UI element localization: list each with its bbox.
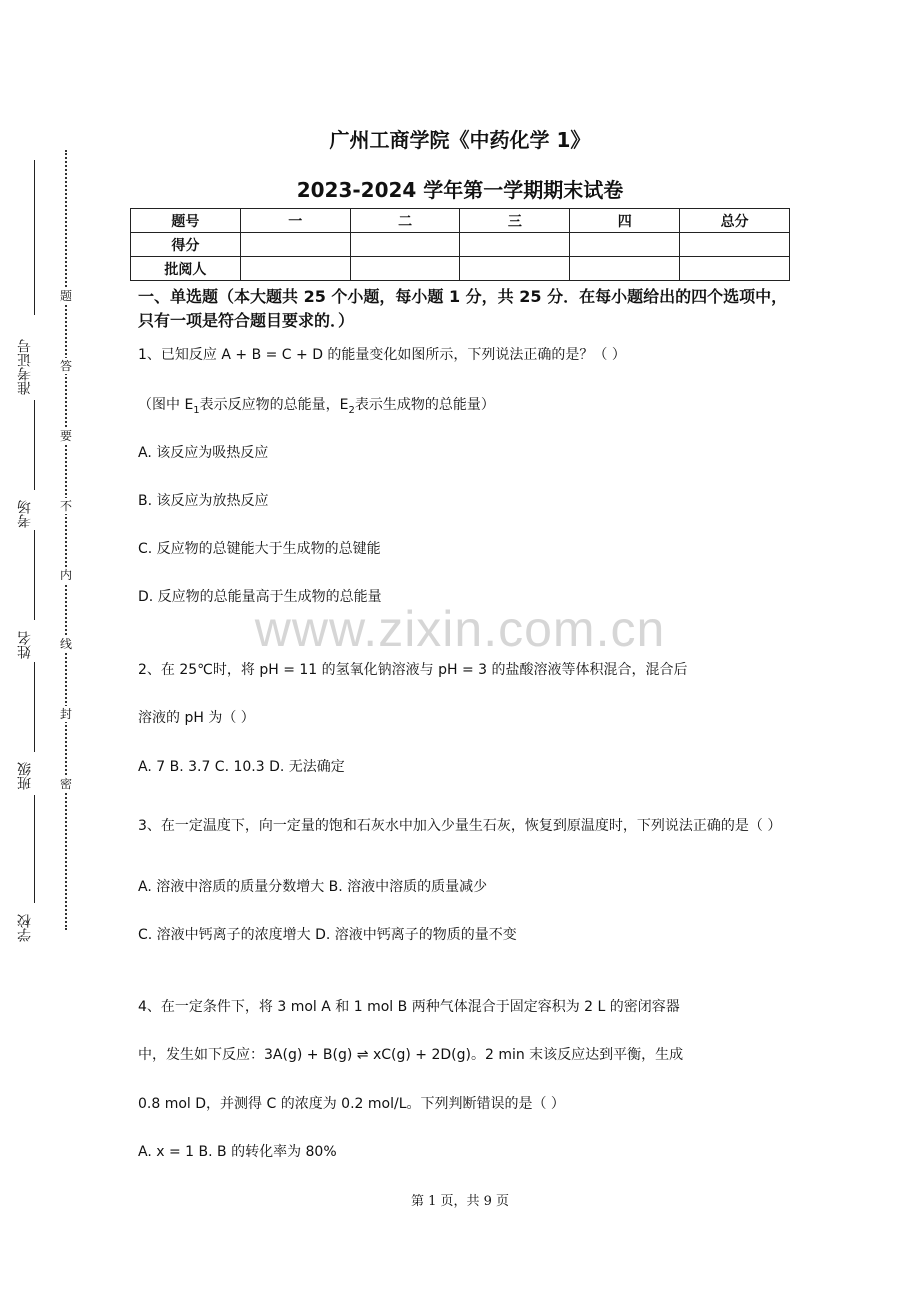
table-cell: 一	[240, 209, 350, 233]
question-1-stem: 1、已知反应 A + B = C + D 的能量变化如图所示，下列说法正确的是？（ ）	[138, 347, 626, 363]
table-cell: 三	[460, 209, 570, 233]
exam-subtitle: 2023-2024 学年第一学期期末试卷	[296, 178, 624, 202]
grader-input-cell[interactable]	[460, 257, 570, 281]
grader-input-cell[interactable]	[680, 257, 790, 281]
question-3-options-ab: A. 溶液中溶质的质量分数增大 B. 溶液中溶质的质量减少	[138, 879, 488, 895]
page-footer: 第 1 页，共 9 页	[410, 1194, 510, 1209]
score-table-header-row	[131, 209, 790, 233]
question-1-option-c: C. 反应物的总键能大于生成物的总键能	[138, 541, 381, 557]
seal-char: 密	[59, 777, 72, 791]
note-text: （图中 E	[138, 397, 194, 413]
score-input-cell[interactable]	[350, 233, 460, 257]
question-4-stem-cont2: 0.8 mol D，并测得 C 的浓度为 0.2 mol/L。下列判断错误的是（ ）	[138, 1096, 565, 1112]
exam-title: 广州工商学院《中药化学 1》	[329, 128, 591, 152]
field-underline	[34, 795, 35, 903]
question-4-stem-cont: 中，发生如下反应：3A(g) + B(g) ⇌ xC(g) + 2D(g)。2 min 末该反应达到平衡，生成	[138, 1047, 684, 1063]
question-2-stem-cont: 溶液的 pH 为（ ）	[138, 710, 255, 726]
exam-number-label: 准考证号	[17, 339, 33, 395]
score-table-row	[131, 257, 790, 281]
table-cell: 总分	[680, 209, 790, 233]
table-cell: 四	[570, 209, 680, 233]
score-input-cell[interactable]	[240, 233, 350, 257]
field-underline	[34, 662, 35, 752]
grader-input-cell[interactable]	[240, 257, 350, 281]
question-1-option-a: A. 该反应为吸热反应	[138, 445, 269, 461]
question-4-options: A. x = 1 B. B 的转化率为 80%	[138, 1144, 337, 1160]
note-text: 表示反应物的总能量，E	[199, 397, 349, 413]
class-label: 班级	[17, 762, 33, 790]
score-input-cell[interactable]	[570, 233, 680, 257]
question-2-options: A. 7 B. 3.7 C. 10.3 D. 无法确定	[138, 759, 345, 775]
table-cell: 题号	[131, 209, 241, 233]
score-input-cell[interactable]	[460, 233, 570, 257]
table-cell: 二	[350, 209, 460, 233]
subscript: 2	[348, 404, 355, 416]
subscript: 1	[193, 404, 200, 416]
exam-room-label: 考场	[17, 500, 33, 528]
grader-input-cell[interactable]	[570, 257, 680, 281]
table-cell: 得分	[131, 233, 241, 257]
grader-input-cell[interactable]	[350, 257, 460, 281]
question-4-stem: 4、在一定条件下，将 3 mol A 和 1 mol B 两种气体混合于固定容积为 2 L 的密闭容器	[138, 999, 680, 1015]
score-input-cell[interactable]	[680, 233, 790, 257]
question-2-stem: 2、在 25℃时，将 pH = 11 的氢氧化钠溶液与 pH = 3 的盐酸溶液等体积混合，混合后	[138, 662, 688, 678]
question-1-option-b: B. 该反应为放热反应	[138, 493, 269, 509]
section-heading: 一、单选题（本大题共 25 个小题，每小题 1 分，共 25 分．在每小题给出的四个选项中，只有一项是符合题目要求的．）	[138, 287, 788, 330]
school-label: 学校	[17, 914, 33, 942]
seal-char: 题	[59, 289, 72, 303]
seal-char: 封	[59, 707, 72, 721]
seal-char: 不	[59, 499, 72, 513]
watermark: www.zixin.com.cn	[254, 601, 666, 657]
score-table	[130, 208, 790, 281]
question-3-stem: 3、在一定温度下，向一定量的饱和石灰水中加入少量生石灰，恢复到原温度时，下列说法正确的是（ ）	[138, 818, 782, 834]
field-underline	[34, 400, 35, 490]
name-label: 姓名	[17, 631, 33, 659]
table-cell: 批阅人	[131, 257, 241, 281]
seal-char: 内	[59, 568, 72, 582]
note-text: 表示生成物的总能量）	[354, 397, 495, 413]
question-1-option-d: D. 反应物的总能量高于生成物的总能量	[138, 589, 382, 605]
question-3-options-cd: C. 溶液中钙离子的浓度增大 D. 溶液中钙离子的物质的量不变	[138, 927, 517, 943]
question-1-note	[138, 394, 788, 422]
seal-char: 要	[59, 429, 72, 443]
binding-dotted-line	[65, 150, 67, 930]
seal-char: 线	[59, 637, 72, 651]
field-underline	[34, 530, 35, 620]
score-table-row	[131, 233, 790, 257]
seal-char: 答	[59, 359, 72, 373]
